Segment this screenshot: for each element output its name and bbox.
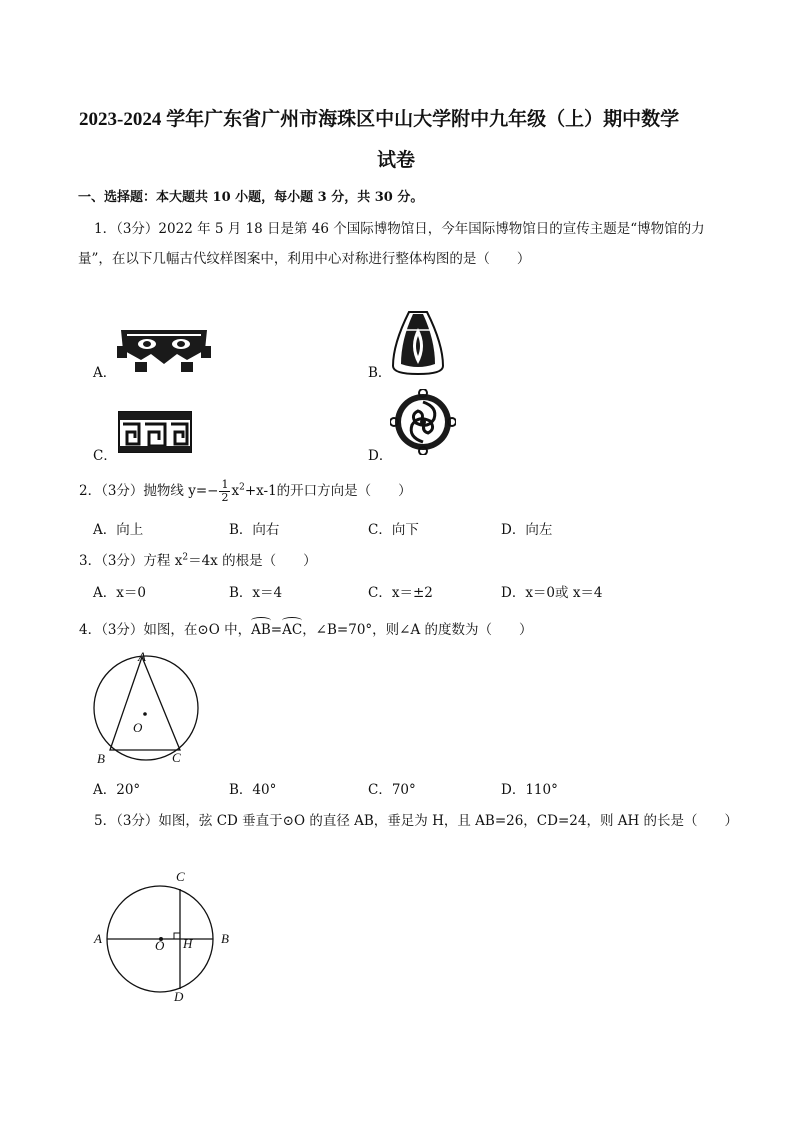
q2-frac-den: 2 (221, 491, 229, 504)
q3-option-b[interactable]: B．x＝4 (229, 585, 283, 601)
q2-option-a[interactable]: A．向上 (93, 522, 144, 538)
q3-option-d[interactable]: D．x＝0或 x＝4 (501, 585, 603, 601)
q3-option-a[interactable]: A．x＝0 (93, 585, 146, 601)
q3-text (79, 549, 317, 569)
q2-option-d[interactable]: D．向左 (501, 522, 553, 538)
q4-label-a: A (138, 649, 146, 664)
q5-text: 5．（3分）如图，弦 CD 垂直于⊙O 的直径 AB，垂足为 H，且 AB=26，CD=24，则 AH 的长是（ ） (94, 813, 739, 829)
q2-option-c[interactable]: C．向下 (368, 522, 419, 538)
round-pattern-image (390, 389, 456, 455)
q2-frac-num: 1 (221, 478, 229, 491)
q3-rest: ＝4x 的根是（ ） (188, 553, 317, 569)
q5-label-a: A (94, 931, 102, 946)
q4-label-o: O (133, 720, 143, 735)
q2-rest: +x-1的开口方向是（ ） (244, 483, 412, 499)
q4-label-c: C (172, 750, 181, 765)
q4-arc-ab: AB (251, 622, 271, 638)
q4-label-b: B (97, 751, 105, 766)
q2-exp: 2 (239, 482, 245, 493)
q2-text (79, 479, 412, 504)
q5-label-b: B (221, 931, 229, 946)
page-title: 2023-2024 学年广东省广州市海珠区中山大学附中九年级（上）期中数学 (79, 109, 680, 130)
q1-option-c-label[interactable]: C． (93, 448, 117, 464)
q4-prefix: 4．（3分）如图，在⊙O 中， (79, 622, 252, 638)
band-pattern-image (117, 410, 193, 454)
q4-arc-ac: AC (282, 622, 303, 638)
q4-circle-diagram (88, 648, 213, 766)
q4-option-a[interactable]: A．20° (93, 782, 141, 798)
page-title-line2: 试卷 (377, 150, 416, 171)
q2-prefix: 2．（3分）抛物线 y=− (79, 483, 219, 499)
q5-label-c: C (176, 869, 185, 884)
q3-option-c[interactable]: C．x＝±2 (368, 585, 433, 601)
q1-text-line1: 1．（3分）2022 年 5 月 18 日是第 46 个国际博物馆日，今年国际博物馆日的宣传主题是“博物馆的力 (94, 221, 705, 237)
vase-pattern-image (391, 310, 445, 376)
mask-pattern-image (117, 324, 211, 376)
q5-label-d: D (174, 989, 184, 1004)
q4-rest: ，∠B=70°，则∠A 的度数为（ ） (302, 622, 533, 638)
q4-option-d[interactable]: D．110° (501, 782, 558, 798)
q4-text (79, 618, 533, 638)
q1-text-line2: 量”，在以下几幅古代纹样图案中，利用中心对称进行整体构图的是（ ） (78, 251, 531, 267)
q2-fraction (219, 479, 230, 504)
q3-prefix: 3．（3分）方程 x (79, 553, 183, 569)
q5-circle-diagram (100, 880, 230, 1000)
q4-eq: = (270, 622, 283, 638)
q4-option-b[interactable]: B．40° (229, 782, 277, 798)
q3-exp: 2 (182, 552, 189, 563)
q4-option-c[interactable]: C．70° (368, 782, 416, 798)
q1-option-a-label[interactable]: A． (93, 365, 117, 381)
q2-var: x (231, 483, 240, 499)
q1-option-b-label[interactable]: B． (368, 365, 392, 381)
q2-option-b[interactable]: B．向右 (229, 522, 280, 538)
q1-option-d-label[interactable]: D． (368, 448, 393, 464)
q5-label-h: H (183, 936, 193, 951)
q5-label-o: O (155, 938, 165, 953)
section-heading: 一、选择题：本大题共 10 小题，每小题 3 分，共 30 分。 (78, 190, 424, 205)
